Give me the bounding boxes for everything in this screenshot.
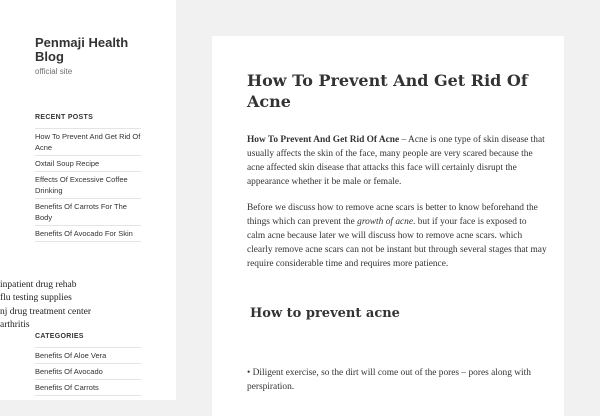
floating-link[interactable]: flu testing supplies xyxy=(0,293,72,304)
recent-posts-heading: RECENT POSTS xyxy=(35,114,94,121)
category-link[interactable]: Benefits Of Aloe Vera xyxy=(35,348,141,364)
recent-posts-list xyxy=(35,128,141,242)
floating-links xyxy=(0,279,91,332)
post-title[interactable]: How To Prevent And Get Rid Of Acne xyxy=(247,71,528,111)
floating-link[interactable]: inpatient drug rehab xyxy=(0,280,77,290)
post-intro-strong: How To Prevent And Get Rid Of Acne xyxy=(247,135,400,145)
post-paragraph-2 xyxy=(247,201,547,271)
post-bullet: • Diligent exercise, so the dirt will come out of the pores – pores along with perspiration. xyxy=(247,368,531,392)
recent-post-link[interactable]: Benefits Of Avocado For Skin xyxy=(35,226,141,242)
sidebar xyxy=(0,0,176,400)
category-link[interactable]: Benefits Of Avocado xyxy=(35,364,141,380)
site-description: official site xyxy=(35,67,73,76)
recent-post-link[interactable]: Oxtail Soup Recipe xyxy=(35,156,141,172)
floating-link[interactable]: arthritis xyxy=(0,319,30,330)
post-p2-text-a: Before we discuss how to remove acne scars is better to know beforehand the things which can prevent the xyxy=(247,203,538,227)
post-subheading: How to prevent acne xyxy=(250,306,400,321)
site-title[interactable]: Penmaji Health Blog xyxy=(35,35,129,64)
recent-post-link[interactable]: How To Prevent And Get Rid Of Acne xyxy=(35,129,141,156)
recent-post-link[interactable]: Benefits Of Carrots For The Body xyxy=(35,199,141,226)
post-intro-text: – Acne is one type of skin disease that usually affects the skin of the face, many people are very scared because the acne affected skin disease that attacks this face will certainly disrupt the appearance whether it be male or female. xyxy=(247,135,545,187)
floating-link[interactable]: nj drug treatment center xyxy=(0,306,92,317)
post-p2-text-b: . but if your face is exposed to calm acne because later we will discuss how to remove acne scars. which clearly remove acne scars can not be instant but through several stages that may require considerable time and requires more patience. xyxy=(247,217,547,269)
post-card xyxy=(212,36,564,416)
post-p2-em: growth of acne xyxy=(357,217,414,227)
recent-post-link[interactable]: Effects Of Excessive Coffee Drinking xyxy=(35,172,141,199)
category-link[interactable]: Benefits Of Carrots xyxy=(35,380,141,396)
post-paragraph-1 xyxy=(247,133,547,189)
categories-list xyxy=(35,347,141,396)
categories-heading: CATEGORIES xyxy=(35,333,84,340)
